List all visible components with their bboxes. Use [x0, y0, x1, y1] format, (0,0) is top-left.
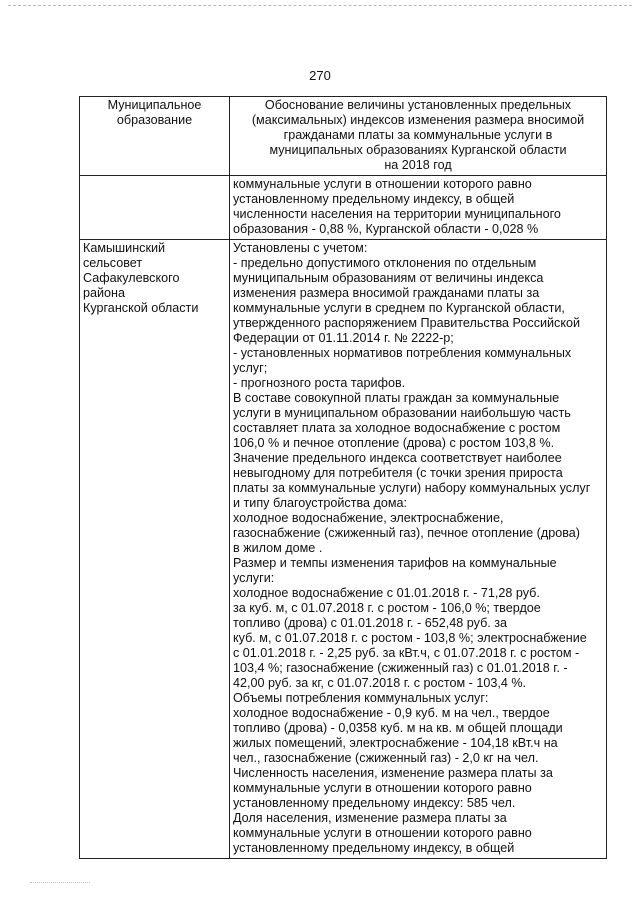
text-line: холодное водоснабжение, электроснабжение,: [233, 511, 504, 525]
text-line: топливо (дрова) с 01.01.2018 г. - 652,48 руб. за: [233, 616, 508, 630]
text-line: - предельно допустимого отклонения по отдельным: [233, 256, 537, 270]
page-number: 270: [309, 68, 331, 83]
text-line: жилых помещений, электроснабжение - 104,18 кВт.ч на: [233, 736, 558, 750]
text-line: Установлены с учетом:: [233, 241, 368, 255]
text-line: и типу благоустройства дома:: [233, 496, 408, 510]
text-line: за куб. м, с 01.07.2018 г. с ростом - 106,0 %; твердое: [233, 601, 541, 615]
text-line: чел., газоснабжение (сжиженный газ) - 2,0 кг на чел.: [233, 751, 539, 765]
text-line: куб. м, с 01.07.2018 г. с ростом - 103,8 %; электроснабжение: [233, 631, 587, 645]
header-col1-line: Муниципальное: [107, 98, 202, 112]
header-justification: [230, 97, 607, 176]
text-line: услуг;: [233, 361, 268, 375]
header-col2-line: гражданами платы за коммунальные услуги в: [283, 128, 553, 142]
table-row-continuation: [80, 176, 607, 240]
scan-edge-top: [8, 5, 632, 6]
text-line: коммунальные услуги в среднем по Курганской области,: [233, 301, 565, 315]
text-line: утвержденного распоряжением Правительства Российской: [233, 316, 581, 330]
table-row-kamyshinsky: [80, 240, 607, 859]
header-col2-line: муниципальных образованиях Курганской области: [269, 143, 567, 157]
text-line: 103,4 %; газоснабжение (сжиженный газ) с 01.01.2018 г. -: [233, 661, 568, 675]
text-line: муниципальным образованиям от величины индекса: [233, 271, 544, 285]
text-line: - установленных нормативов потребления коммунальных: [233, 346, 572, 360]
justification-table: [79, 96, 607, 859]
text-line: топливо (дрова) - 0,0358 куб. м на кв. м общей площади: [233, 721, 563, 735]
text-line: газоснабжение (сжиженный газ), печное отопление (дрова): [233, 526, 580, 540]
text-line: Объемы потребления коммунальных услуг:: [233, 691, 489, 705]
text-line: Федерации от 01.11.2014 г. № 2222-р;: [233, 331, 454, 345]
text-line: установленному предельному индексу, в общей: [233, 841, 515, 855]
text-line: платы за коммунальные услуги) набору коммунальных услуг: [233, 481, 591, 495]
text-line: составляет плата за холодное водоснабжение с ростом: [233, 421, 561, 435]
text-line: Размер и темпы изменения тарифов на коммунальные: [233, 556, 557, 570]
text-line: установленному предельному индексу: 585 чел.: [233, 796, 516, 810]
continuation-text-cell: [230, 176, 607, 240]
scan-edge-bottom: [30, 882, 90, 883]
text-line: с 01.01.2018 г. - 2,25 руб. за кВт.ч, с 01.07.2018 г. с ростом -: [233, 646, 580, 660]
text-line: установленному предельному индексу, в общей: [233, 192, 515, 206]
text-line: Численность населения, изменение размера платы за: [233, 766, 553, 780]
header-col2-line: (максимальных) индексов изменения размера вносимой: [251, 113, 585, 127]
text-line: - прогнозного роста тарифов.: [233, 376, 406, 390]
text-line: В составе совокупной платы граждан за коммунальные: [233, 391, 560, 405]
text-line: холодное водоснабжение с 01.01.2018 г. - 71,28 руб.: [233, 586, 540, 600]
municipality-cell: [80, 240, 230, 859]
municipality-line: Сафакулевского: [83, 271, 180, 285]
header-col2-line: на 2018 год: [384, 158, 452, 172]
text-line: услуги:: [233, 571, 275, 585]
header-col1-line: образование: [116, 113, 193, 127]
text-line: 106,0 % и печное отопление (дрова) с ростом 103,8 %.: [233, 436, 555, 450]
text-line: коммунальные услуги в отношении которого равно: [233, 781, 532, 795]
justification-text-cell: [230, 240, 607, 859]
text-line: холодное водоснабжение - 0,9 куб. м на чел., твердое: [233, 706, 550, 720]
table-header-row: [80, 97, 607, 176]
header-municipality: [80, 97, 230, 176]
text-line: изменения размера вносимой гражданами платы за: [233, 286, 540, 300]
text-line: 42,00 руб. за кг, с 01.07.2018 г. с ростом - 103,4 %.: [233, 676, 527, 690]
text-line: численности населения на территории муниципального: [233, 207, 561, 221]
text-line: коммунальные услуги в отношении которого равно: [233, 177, 532, 191]
text-line: невыгодному для потребителя (с точки зрения прироста: [233, 466, 563, 480]
text-line: услуги в муниципальном образовании наибольшую часть: [233, 406, 571, 420]
municipality-line: сельсовет: [83, 256, 143, 270]
text-line: Значение предельного индекса соответствует наиболее: [233, 451, 562, 465]
text-line: коммунальные услуги в отношении которого равно: [233, 826, 532, 840]
text-line: Доля населения, изменение размера платы за: [233, 811, 507, 825]
text-line: образования - 0,88 %, Курганской области - 0,028 %: [233, 222, 539, 236]
text-line: в жилом доме .: [233, 541, 323, 555]
header-col2-line: Обоснование величины установленных предельных: [264, 98, 572, 112]
municipality-line: Камышинский: [83, 241, 166, 255]
municipality-line: района: [83, 286, 126, 300]
municipality-line: Курганской области: [83, 301, 199, 315]
continuation-municipality-cell: [80, 176, 230, 240]
